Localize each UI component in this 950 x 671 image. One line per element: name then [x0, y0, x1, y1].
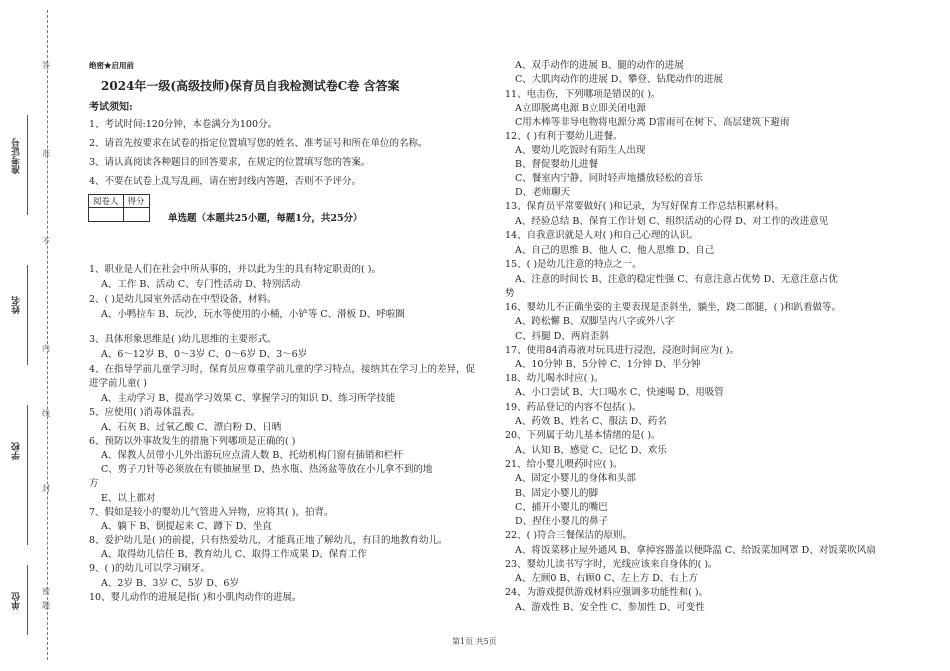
- reviewer-blank[interactable]: [89, 208, 124, 222]
- option-line: C、剪子刀针等必须放在有锁抽屉里 D、热水瓶、热汤盆等放在小儿拿不到的地: [101, 464, 433, 475]
- exam-number-label: 准考证号: [12, 138, 22, 174]
- question-line: 14、自我意识就是人对( )和自己心理的认识。: [505, 230, 699, 241]
- option-line: C、大肌肉动作的进展 D、攀登、钻爬动作的进展: [515, 74, 723, 85]
- question-line: 8、爱护幼儿是( )的前提，只有热爱幼儿，才能真正地了解幼儿，有目的地教育幼儿。: [89, 535, 448, 546]
- question-line: 11、电击伤，下列哪项是错误的( )。: [505, 89, 661, 100]
- notice-item: 3、请认真阅读各种题目的回答要求，在规定的位置填写您的答案。: [89, 157, 371, 168]
- option-line: C用木棒等非导电物将电源分离 D雷雨可在树下、高层建筑下避雨: [515, 117, 790, 128]
- seal-dashed-line: [47, 10, 48, 660]
- option-line: A、石灰 B、过氧乙酸 C、漂白粉 D、日晒: [101, 422, 282, 433]
- seal-char: 线: [42, 409, 50, 418]
- question-line: 17、使用84消毒液对玩具进行浸泡，浸泡时间应为( )。: [505, 345, 740, 356]
- option-line: A、小口尝试 B、大口喝水 C、快速喝 D、用吸管: [515, 387, 724, 398]
- question-line: 13、保育员平常要做好( )和记录，为写好保育工作总结积累材料。: [505, 201, 785, 212]
- score-box: [88, 194, 150, 222]
- option-line: A、主动学习 B、提高学习效果 C、掌握学习的知识 D、练习所学技能: [101, 393, 396, 404]
- question-line: 16、婴幼儿不正确坐姿的主要表现是歪斜坐，躺坐，跷二郎腿，( )和趴着做等。: [505, 302, 842, 313]
- option-line: 方: [89, 478, 99, 489]
- section-heading: 单选题（本题共25小题，每题1分，共25分）: [168, 213, 363, 224]
- option-line: A立即脱离电源 B立即关闭电源: [515, 103, 646, 114]
- question-line: 6、预防以外事故发生的措施下列哪项是正确的( ): [89, 436, 296, 447]
- option-line: A、左顾0 B、右顾0 C、左上方 D、右上方: [515, 573, 698, 584]
- option-line: A、10分钟 B、5分钟 C、1分钟 D、半分钟: [515, 359, 701, 370]
- option-line: A、经验总结 B、保育工作计划 C、组织活动的心得 D、对工作的改进意见: [515, 216, 829, 227]
- option-line: A、6～12岁 B、0～3岁 C、0～6岁 D、3～6岁: [101, 349, 308, 360]
- option-line: B、督促婴幼儿进餐: [515, 159, 598, 170]
- option-line: A、认知 B、感觉 C、记忆 D、欢乐: [515, 445, 667, 456]
- seal-char: 封: [42, 484, 50, 493]
- name-blank: [27, 265, 28, 365]
- school-blank: [27, 405, 28, 545]
- question-line: 5、应使用( )消毒体温表。: [89, 407, 201, 418]
- option-line: D、老师聊天: [515, 187, 571, 198]
- option-line: A、取得幼儿信任 B、教育幼儿 C、取得工作成果 D、保育工作: [101, 549, 367, 560]
- page-title: 2024年一级(高级技师)保育员自我检测试卷C卷 含答案: [101, 79, 400, 93]
- reviewer-cell: 阅卷人: [89, 195, 124, 208]
- question-line: 10、婴儿动作的进展是指( )和小肌肉动作的进展。: [89, 592, 302, 603]
- score-blank[interactable]: [123, 208, 149, 222]
- seal-char: 题: [42, 601, 50, 610]
- option-line: C、抖腿 D、两肩歪斜: [515, 331, 609, 342]
- option-line: A、小鸭拉车 B、玩沙，玩水等使用的小桶，小铲等 C、滑板 D、呼啦圈: [101, 309, 405, 320]
- question-line: 19、药品登记的内容不包括( )。: [505, 402, 642, 413]
- question-line: 24、为游戏提供游戏材料应强调多功能性和( )。: [505, 587, 709, 598]
- option-line: A、注意的时间长 B、注意的稳定性强 C、有意注意占优势 D、无意注意占优: [515, 274, 838, 285]
- question-line: 22、( )符合三餐保洁的原则。: [505, 530, 633, 541]
- question-line: 18、幼儿喝水时应( )。: [505, 373, 604, 384]
- option-line: A、游戏性 B、安全性 C、参加性 D、可变性: [515, 602, 705, 613]
- option-line: C、捕开小婴儿的嘴巴: [515, 502, 608, 513]
- page-number: 第1页 共5页: [452, 637, 497, 646]
- seal-char: 内: [42, 344, 50, 353]
- option-line: A、保教人员带小儿外出游玩应点清人数 B、托幼机构门窗有插销和栏杆: [101, 450, 403, 461]
- notice-item: 2、请首先按要求在试卷的指定位置填写您的姓名、准考证号和所在单位的名称。: [89, 138, 428, 149]
- question-line: 4、在指导学前儿童学习时，保育员应尊重学前儿童的学习特点，接纳其在学习上的差异，促: [89, 364, 476, 375]
- option-line: A、将饭菜移止屋外通风 B、拿掉容器盖以便降温 C、给饭菜加网罩 D、对饭菜吹风扇: [515, 545, 876, 556]
- option-line: A、药效 B、姓名 C、服法 D、药名: [515, 416, 667, 427]
- question-line: 进学前儿童( ): [89, 378, 147, 389]
- question-line: 15、( )是幼儿注意的特点之一。: [505, 259, 642, 270]
- question-line: 21、给小婴儿喂药时应( )。: [505, 459, 623, 470]
- option-line: A、工作 B、活动 C、专门性活动 D、特别活动: [101, 279, 301, 290]
- score-cell: 得分: [123, 195, 149, 208]
- option-line: E、以上都对: [101, 493, 156, 504]
- seal-char: 准: [42, 149, 50, 158]
- option-line: A、固定小婴儿的身体和头部: [515, 473, 636, 484]
- option-line: A、自己的思维 B、他人 C、他人思维 D、自己: [515, 245, 715, 256]
- option-line: A、婴幼儿吃饭时有陌生人出现: [515, 145, 646, 156]
- notice-item: 4、不要在试卷上乱写乱画，请在密封线内答题，否则不予评分。: [89, 176, 362, 187]
- question-line: 3、具体形象思维是( )幼儿思维的主要形式。: [89, 334, 277, 345]
- seal-char: 密: [42, 587, 50, 596]
- unit-blank: [27, 565, 28, 635]
- option-line: B、固定小婴儿的脚: [515, 488, 598, 499]
- option-line: D、捏住小婴儿的鼻子: [515, 516, 609, 527]
- unit-label: 单位: [12, 592, 22, 610]
- secret-mark: 绝密★启用前: [89, 61, 134, 70]
- option-line: A、跨松懈 B、双脚呈内八字或外八字: [515, 316, 675, 327]
- question-line: 23、婴幼儿读书写字时，光线应该来自身体的( )。: [505, 559, 718, 570]
- question-line: 9、( )的幼儿可以学习刷牙。: [89, 563, 210, 574]
- option-line: A、双手动作的进展 B、腿的动作的进展: [515, 60, 684, 71]
- question-line: 20、下列属于幼儿基本情绪的是( )。: [505, 430, 661, 441]
- option-line: A、2岁 B、3岁 C、5岁 D、6岁: [101, 578, 239, 589]
- exam-number-blank: [27, 115, 28, 215]
- question-line: 7、假如是较小的婴幼儿气管进入异物，应将其( )，拍背。: [89, 507, 334, 518]
- option-line: A、躺下 B、倒提起来 C、蹲下 D、坐直: [101, 521, 272, 532]
- name-label: 姓名: [12, 296, 22, 314]
- notice-item: 1、考试时间:120分钟，本卷满分为100分。: [89, 119, 278, 130]
- question-line: 1、职业是人们在社会中所从事的，并以此为生的具有特定职责的( )。: [89, 264, 381, 275]
- school-label: 学校: [12, 442, 22, 460]
- question-line: 12、( )有利于婴幼儿进餐。: [505, 131, 623, 142]
- option-line: C、餐室内宁静，同时轻声地播放轻松的音乐: [515, 173, 703, 184]
- notice-heading: 考试须知:: [89, 102, 133, 113]
- option-line: 势: [505, 288, 515, 299]
- seal-char: 答: [42, 61, 50, 70]
- question-line: 2、( )是幼儿园室外活动在中型设备，材料。: [89, 294, 277, 305]
- seal-char: 不: [42, 237, 50, 246]
